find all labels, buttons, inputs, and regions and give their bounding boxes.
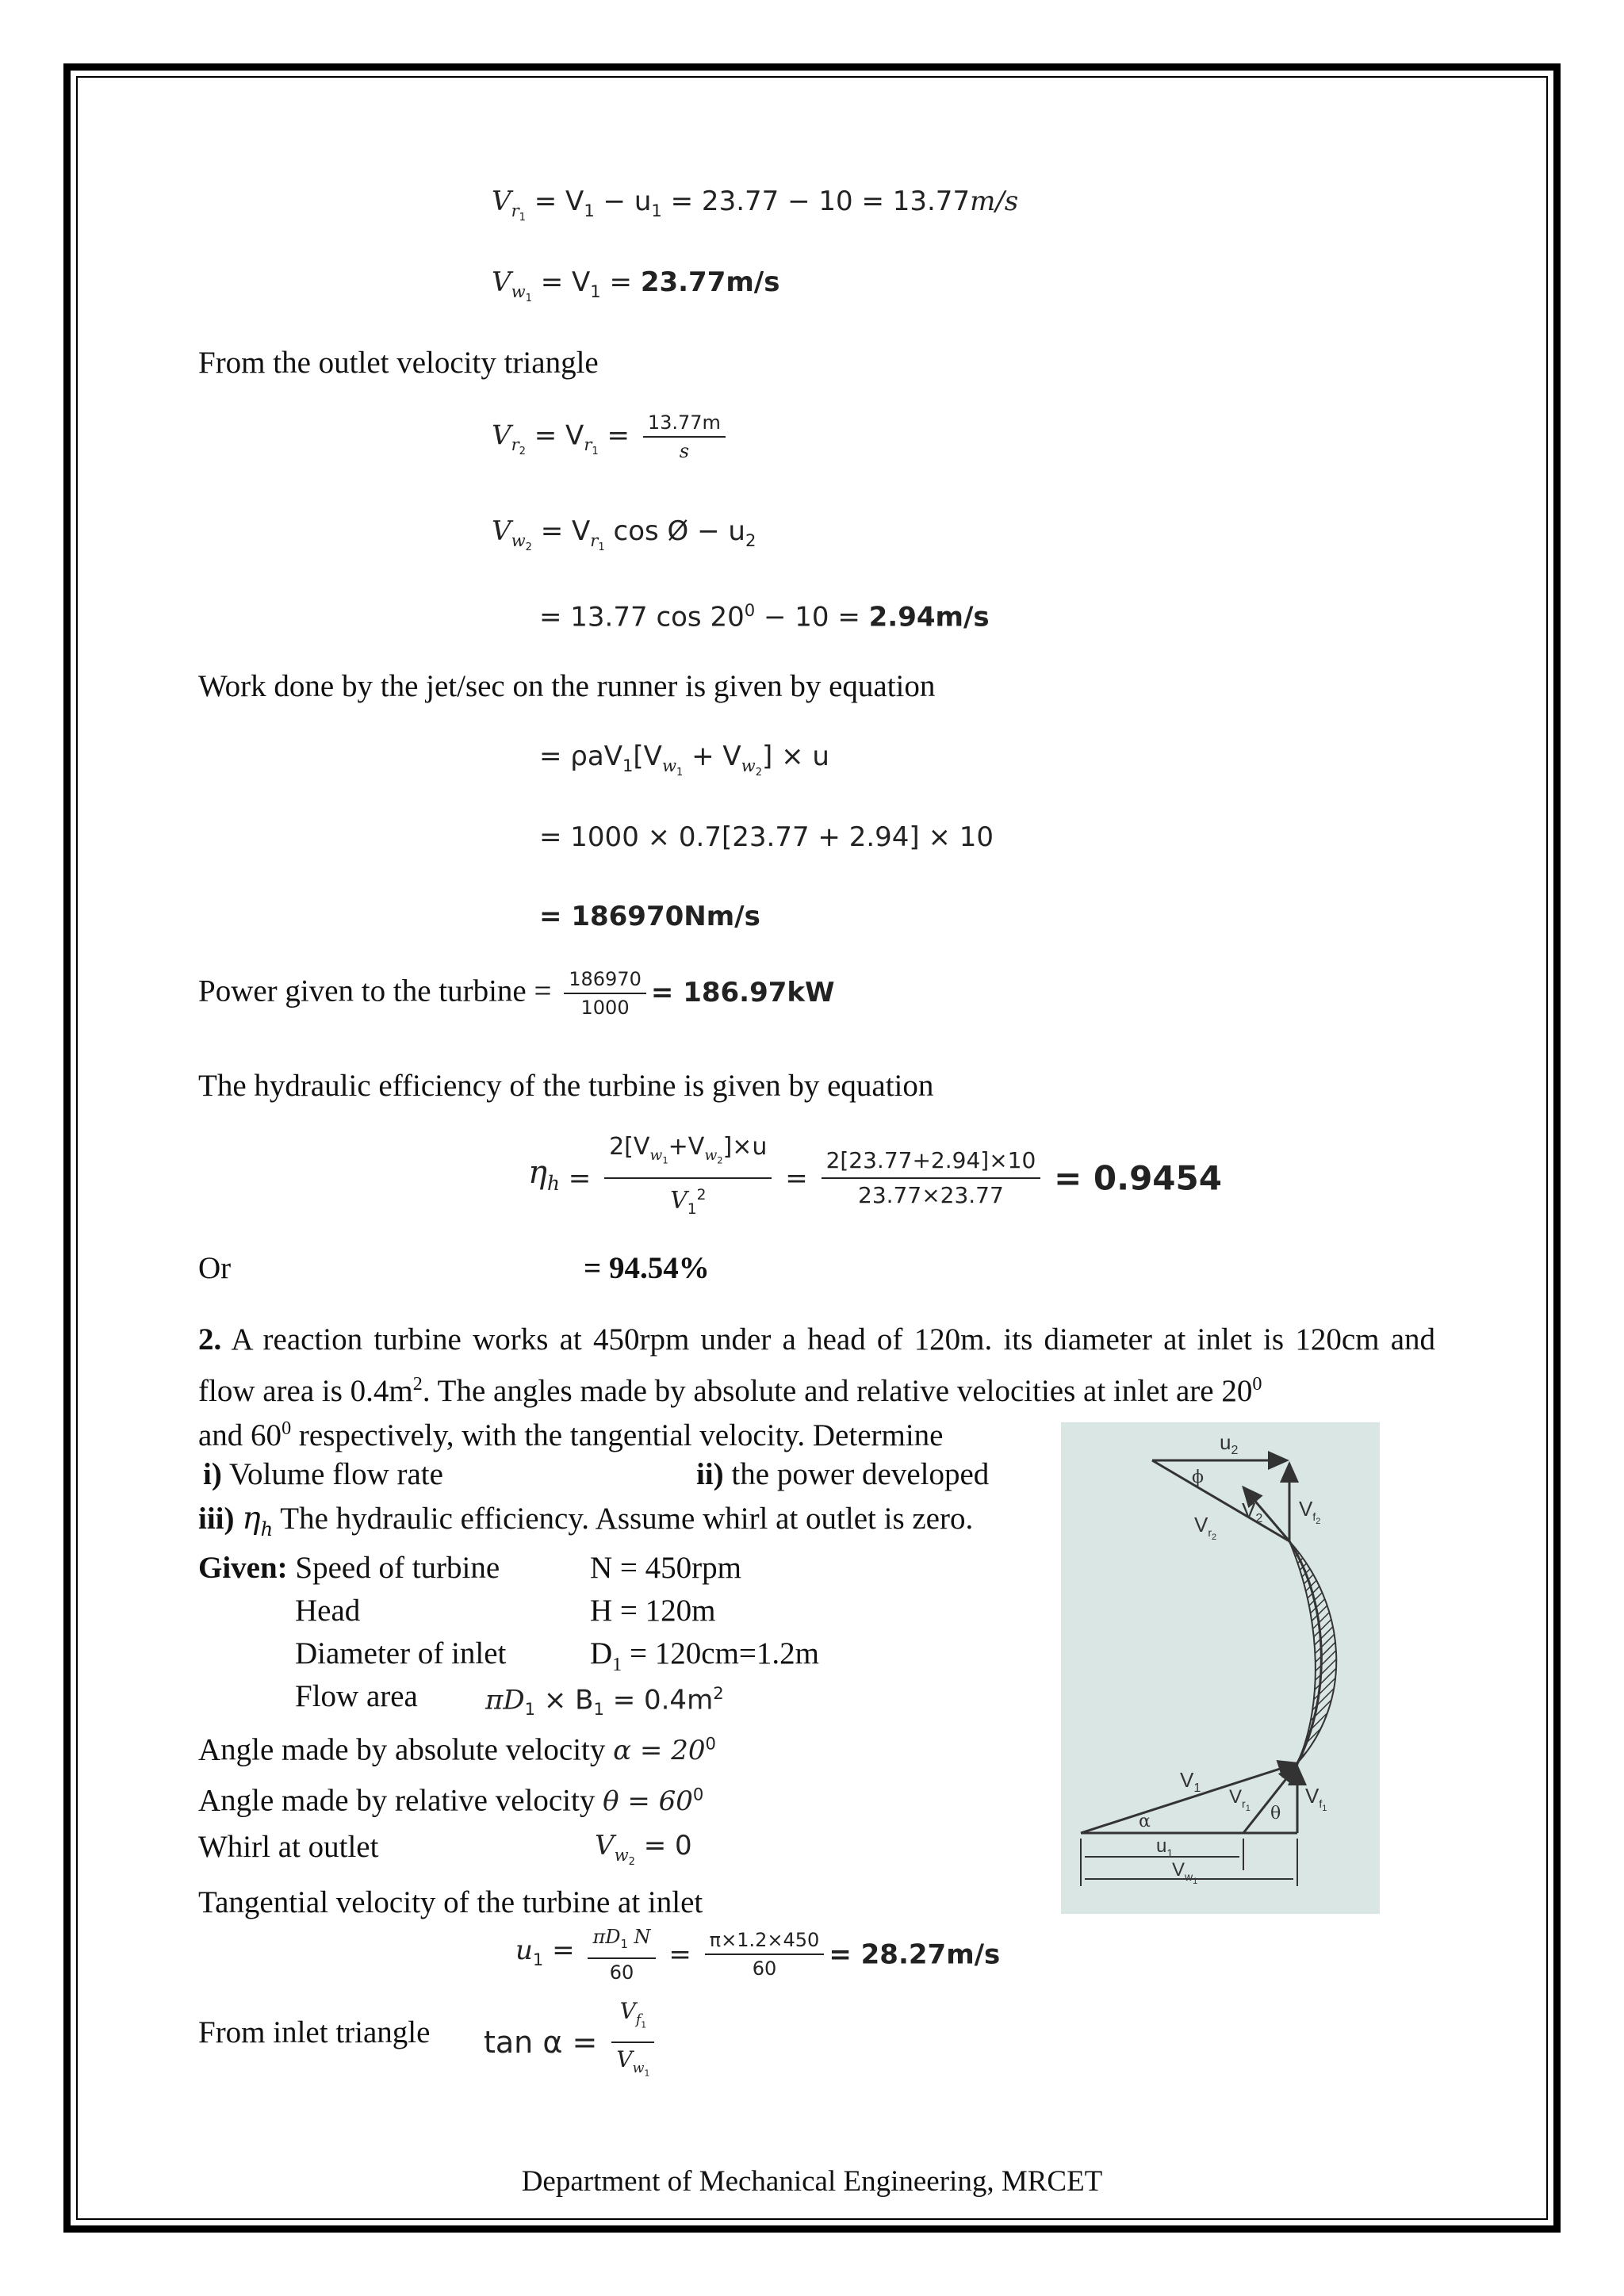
label-u1: $u_1$ bbox=[1156, 1835, 1174, 1859]
given-head-label: Head bbox=[295, 1594, 361, 1628]
page-footer: Department of Mechanical Engineering, MRCET bbox=[521, 2165, 1103, 2198]
equation-vw2-value: = 13.77 $\cos 20^0 - 10 = 2.94m/s$ bbox=[539, 600, 990, 633]
given-speed-row: Given: Speed of turbine bbox=[198, 1551, 500, 1585]
given-whirl-value: $V_{w_2} = 0$ bbox=[595, 1830, 692, 1868]
equation-work-result: = 186970Nm/s bbox=[539, 901, 760, 932]
label-vr2: $V_r2$ bbox=[1194, 1513, 1217, 1542]
label-vr1: $V_r1$ bbox=[1229, 1786, 1251, 1813]
label-alpha: α bbox=[1139, 1812, 1151, 1831]
given-flow-area-value: $\pi D_1 \times B_1 = 0.4m^2$ bbox=[485, 1683, 724, 1720]
equation-work-substituted: = 1000 × 0.7[23.77 + 2.94] × 10 bbox=[539, 821, 994, 853]
label-vf1: $V_f1$ bbox=[1305, 1784, 1327, 1813]
label-v2: $V_2$ bbox=[1242, 1498, 1263, 1525]
item-hydraulic-efficiency: iii) $\eta_h$ The hydraulic efficiency. Assume whirl at outlet is zero. bbox=[198, 1501, 974, 1540]
equation-vr1: $V_{r_1} = V_1 - u_1 = 23.77 - 10 = 13.77m/s$ bbox=[492, 186, 1019, 224]
given-whirl-label: Whirl at outlet bbox=[198, 1830, 379, 1864]
label-vw1: $V_w1$ bbox=[1172, 1859, 1198, 1886]
equation-tangential-velocity: $u_1$ = $\frac{\pi D_1 N}{60}$ = $\frac{\pi\times 1.2\times 450}{60}$ = 28.27m/s bbox=[515, 1926, 1001, 1984]
problem-statement: 2. A reaction turbine works at 450rpm under a head of 120m. its diameter at inlet is 120cm and flow area is $0.4m^2$. The angles made by absolute and relative velocities at inlet are $20^0$ bbox=[198, 1322, 1435, 1408]
given-diameter-label: Diameter of inlet bbox=[295, 1636, 507, 1670]
item-volume-flow: i) Volume flow rate bbox=[203, 1457, 443, 1491]
given-diameter-value: $D_1 = 120cm=1.2m$ bbox=[590, 1636, 819, 1675]
velocity-triangle-figure bbox=[1061, 1422, 1380, 1914]
efficiency-percent: = 94.54% bbox=[584, 1251, 710, 1285]
item-power-developed: ii) the power developed bbox=[696, 1457, 990, 1491]
equation-work-formula: = $\rho aV_1[V_{w_1} + V_{w_2}] \times u$ bbox=[539, 740, 829, 779]
equation-vr2: $V_{r_2} = V_{r_1}$ = $\frac{13.77m}{s}$ bbox=[492, 411, 730, 470]
or-label: Or bbox=[198, 1251, 232, 1285]
label-u2: $u_2$ bbox=[1220, 1430, 1239, 1457]
label-theta: θ bbox=[1270, 1804, 1281, 1823]
given-flow-area-label: Flow area bbox=[295, 1679, 418, 1713]
power-line: Power given to the turbine = $\frac{186970}{1000}$ = 186.97kW bbox=[198, 968, 835, 1019]
problem-statement-line3: and $60^0$ respectively, with the tangential velocity. Determine bbox=[198, 1418, 944, 1452]
label-v1: $V_1$ bbox=[1180, 1768, 1201, 1795]
given-theta-row: Angle made by relative velocity $\theta = 60^0$ bbox=[198, 1783, 704, 1818]
text-outlet-triangle: From the outlet velocity triangle bbox=[198, 346, 599, 380]
text-work-done: Work done by the jet/sec on the runner is given by equation bbox=[198, 669, 936, 703]
given-head-value: H = 120m bbox=[590, 1594, 716, 1628]
tangential-velocity-label: Tangential velocity of the turbine at inlet bbox=[198, 1885, 703, 1919]
given-alpha-row: Angle made by absolute velocity $\alpha = 20^0$ bbox=[198, 1732, 716, 1767]
label-phi: ϕ bbox=[1192, 1468, 1204, 1487]
label-vf2: $V_f2$ bbox=[1299, 1497, 1321, 1526]
equation-vw1: $V_{w_1} = V_1 = 23.77m/s$ bbox=[492, 266, 780, 304]
equation-tan-alpha: tan α = $\frac{V_{f_1}}{V_{w_1}}$ bbox=[484, 1996, 659, 2088]
text-hydraulic-efficiency: The hydraulic efficiency of the turbine is given by equation bbox=[198, 1069, 934, 1103]
given-speed-value: N = 450rpm bbox=[590, 1551, 741, 1585]
inlet-triangle-label: From inlet triangle bbox=[198, 2015, 431, 2049]
equation-efficiency: $\eta_h$ = $\frac{2[V_{w_1}+V_{w_2}]\times u}{V_1^2}$ = $\frac{2[23.77+2.94]\times 10}{23.77\times 23.77}$ = 0.9454 bbox=[528, 1133, 1222, 1218]
equation-vw2: $V_{w_2} = V_{r_1}$ cos Ø − $u_2$ bbox=[492, 515, 756, 553]
